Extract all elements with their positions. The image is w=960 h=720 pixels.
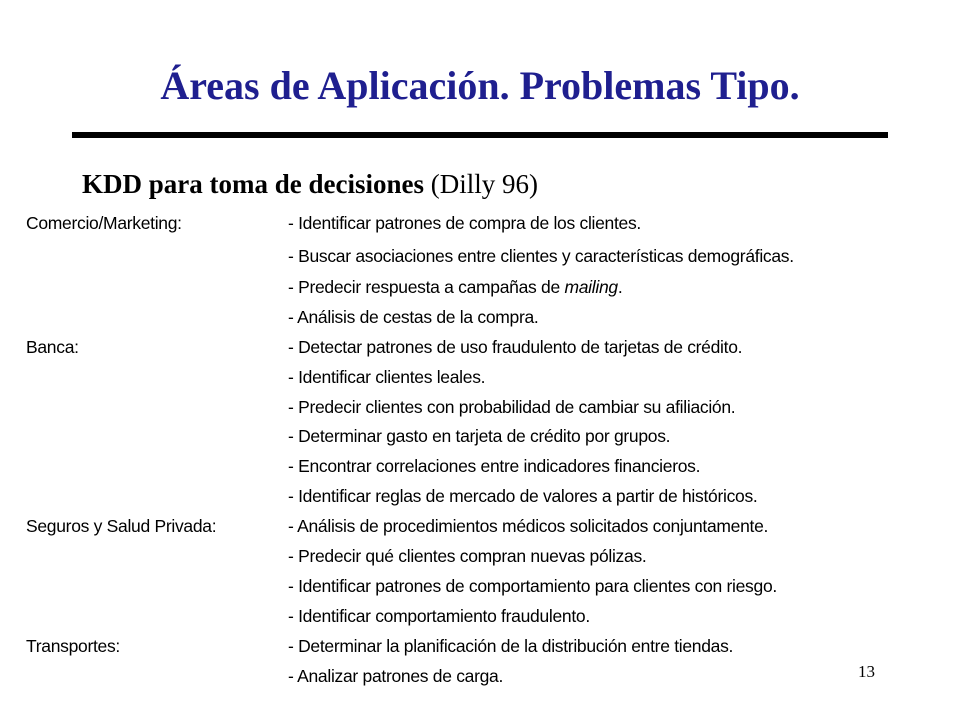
list-row bbox=[26, 511, 946, 541]
page-number: 13 bbox=[858, 662, 875, 681]
list-item: - Determinar la planificación de la distribución entre tiendas. bbox=[288, 635, 734, 656]
list-row bbox=[26, 302, 946, 332]
list-item-emphasis: mailing bbox=[564, 277, 618, 297]
list-item: - Analizar patrones de carga. bbox=[288, 665, 504, 686]
list-row bbox=[26, 332, 946, 362]
list-item: - Identificar patrones de comportamiento para clientes con riesgo. bbox=[288, 575, 777, 596]
list-item-text: . bbox=[617, 277, 623, 297]
list-row bbox=[26, 362, 946, 392]
list-row bbox=[26, 631, 946, 661]
list-row bbox=[26, 661, 946, 691]
list-row bbox=[26, 571, 946, 601]
list-row bbox=[26, 601, 946, 631]
list-item: - Determinar gasto en tarjeta de crédito por grupos. bbox=[288, 426, 671, 447]
list-row bbox=[26, 272, 946, 302]
list-item-text: - Predecir respuesta a campañas de bbox=[288, 277, 565, 297]
list-item: - Predecir clientes con probabilidad de cambiar su afiliación. bbox=[288, 396, 736, 417]
list-item bbox=[288, 277, 622, 298]
list-row bbox=[26, 392, 946, 422]
list-item: - Identificar clientes leales. bbox=[288, 366, 486, 387]
list-item: - Buscar asociaciones entre clientes y características demográficas. bbox=[288, 246, 794, 266]
list-row bbox=[26, 208, 946, 241]
list-item: - Identificar patrones de compra de los clientes. bbox=[288, 213, 641, 233]
list-item: - Detectar patrones de uso fraudulento de tarjetas de crédito. bbox=[288, 336, 743, 357]
list-item: - Predecir qué clientes compran nuevas pólizas. bbox=[288, 546, 647, 567]
list-row bbox=[26, 241, 946, 272]
category-label: Transportes: bbox=[26, 635, 120, 656]
slide-title: Áreas de Aplicación. Problemas Tipo. bbox=[160, 63, 800, 108]
application-list bbox=[26, 208, 946, 690]
subtitle-citation: (Dilly 96) bbox=[423, 169, 538, 199]
list-item: - Identificar reglas de mercado de valores a partir de históricos. bbox=[288, 486, 758, 507]
slide-subtitle bbox=[82, 168, 538, 200]
list-row bbox=[26, 541, 946, 571]
list-item: - Encontrar correlaciones entre indicadores financieros. bbox=[288, 456, 701, 477]
category-label: Banca: bbox=[26, 336, 79, 357]
category-label: Seguros y Salud Privada: bbox=[26, 516, 217, 537]
category-label: Comercio/Marketing: bbox=[26, 213, 182, 233]
list-item: - Análisis de cestas de la compra. bbox=[288, 306, 539, 327]
list-item: - Identificar comportamiento fraudulento. bbox=[288, 605, 590, 626]
list-item: - Análisis de procedimientos médicos solicitados conjuntamente. bbox=[288, 516, 769, 537]
list-row bbox=[26, 481, 946, 511]
list-row bbox=[26, 451, 946, 481]
list-row bbox=[26, 421, 946, 451]
title-divider bbox=[72, 132, 888, 138]
subtitle-main: KDD para toma de decisiones bbox=[82, 169, 424, 199]
